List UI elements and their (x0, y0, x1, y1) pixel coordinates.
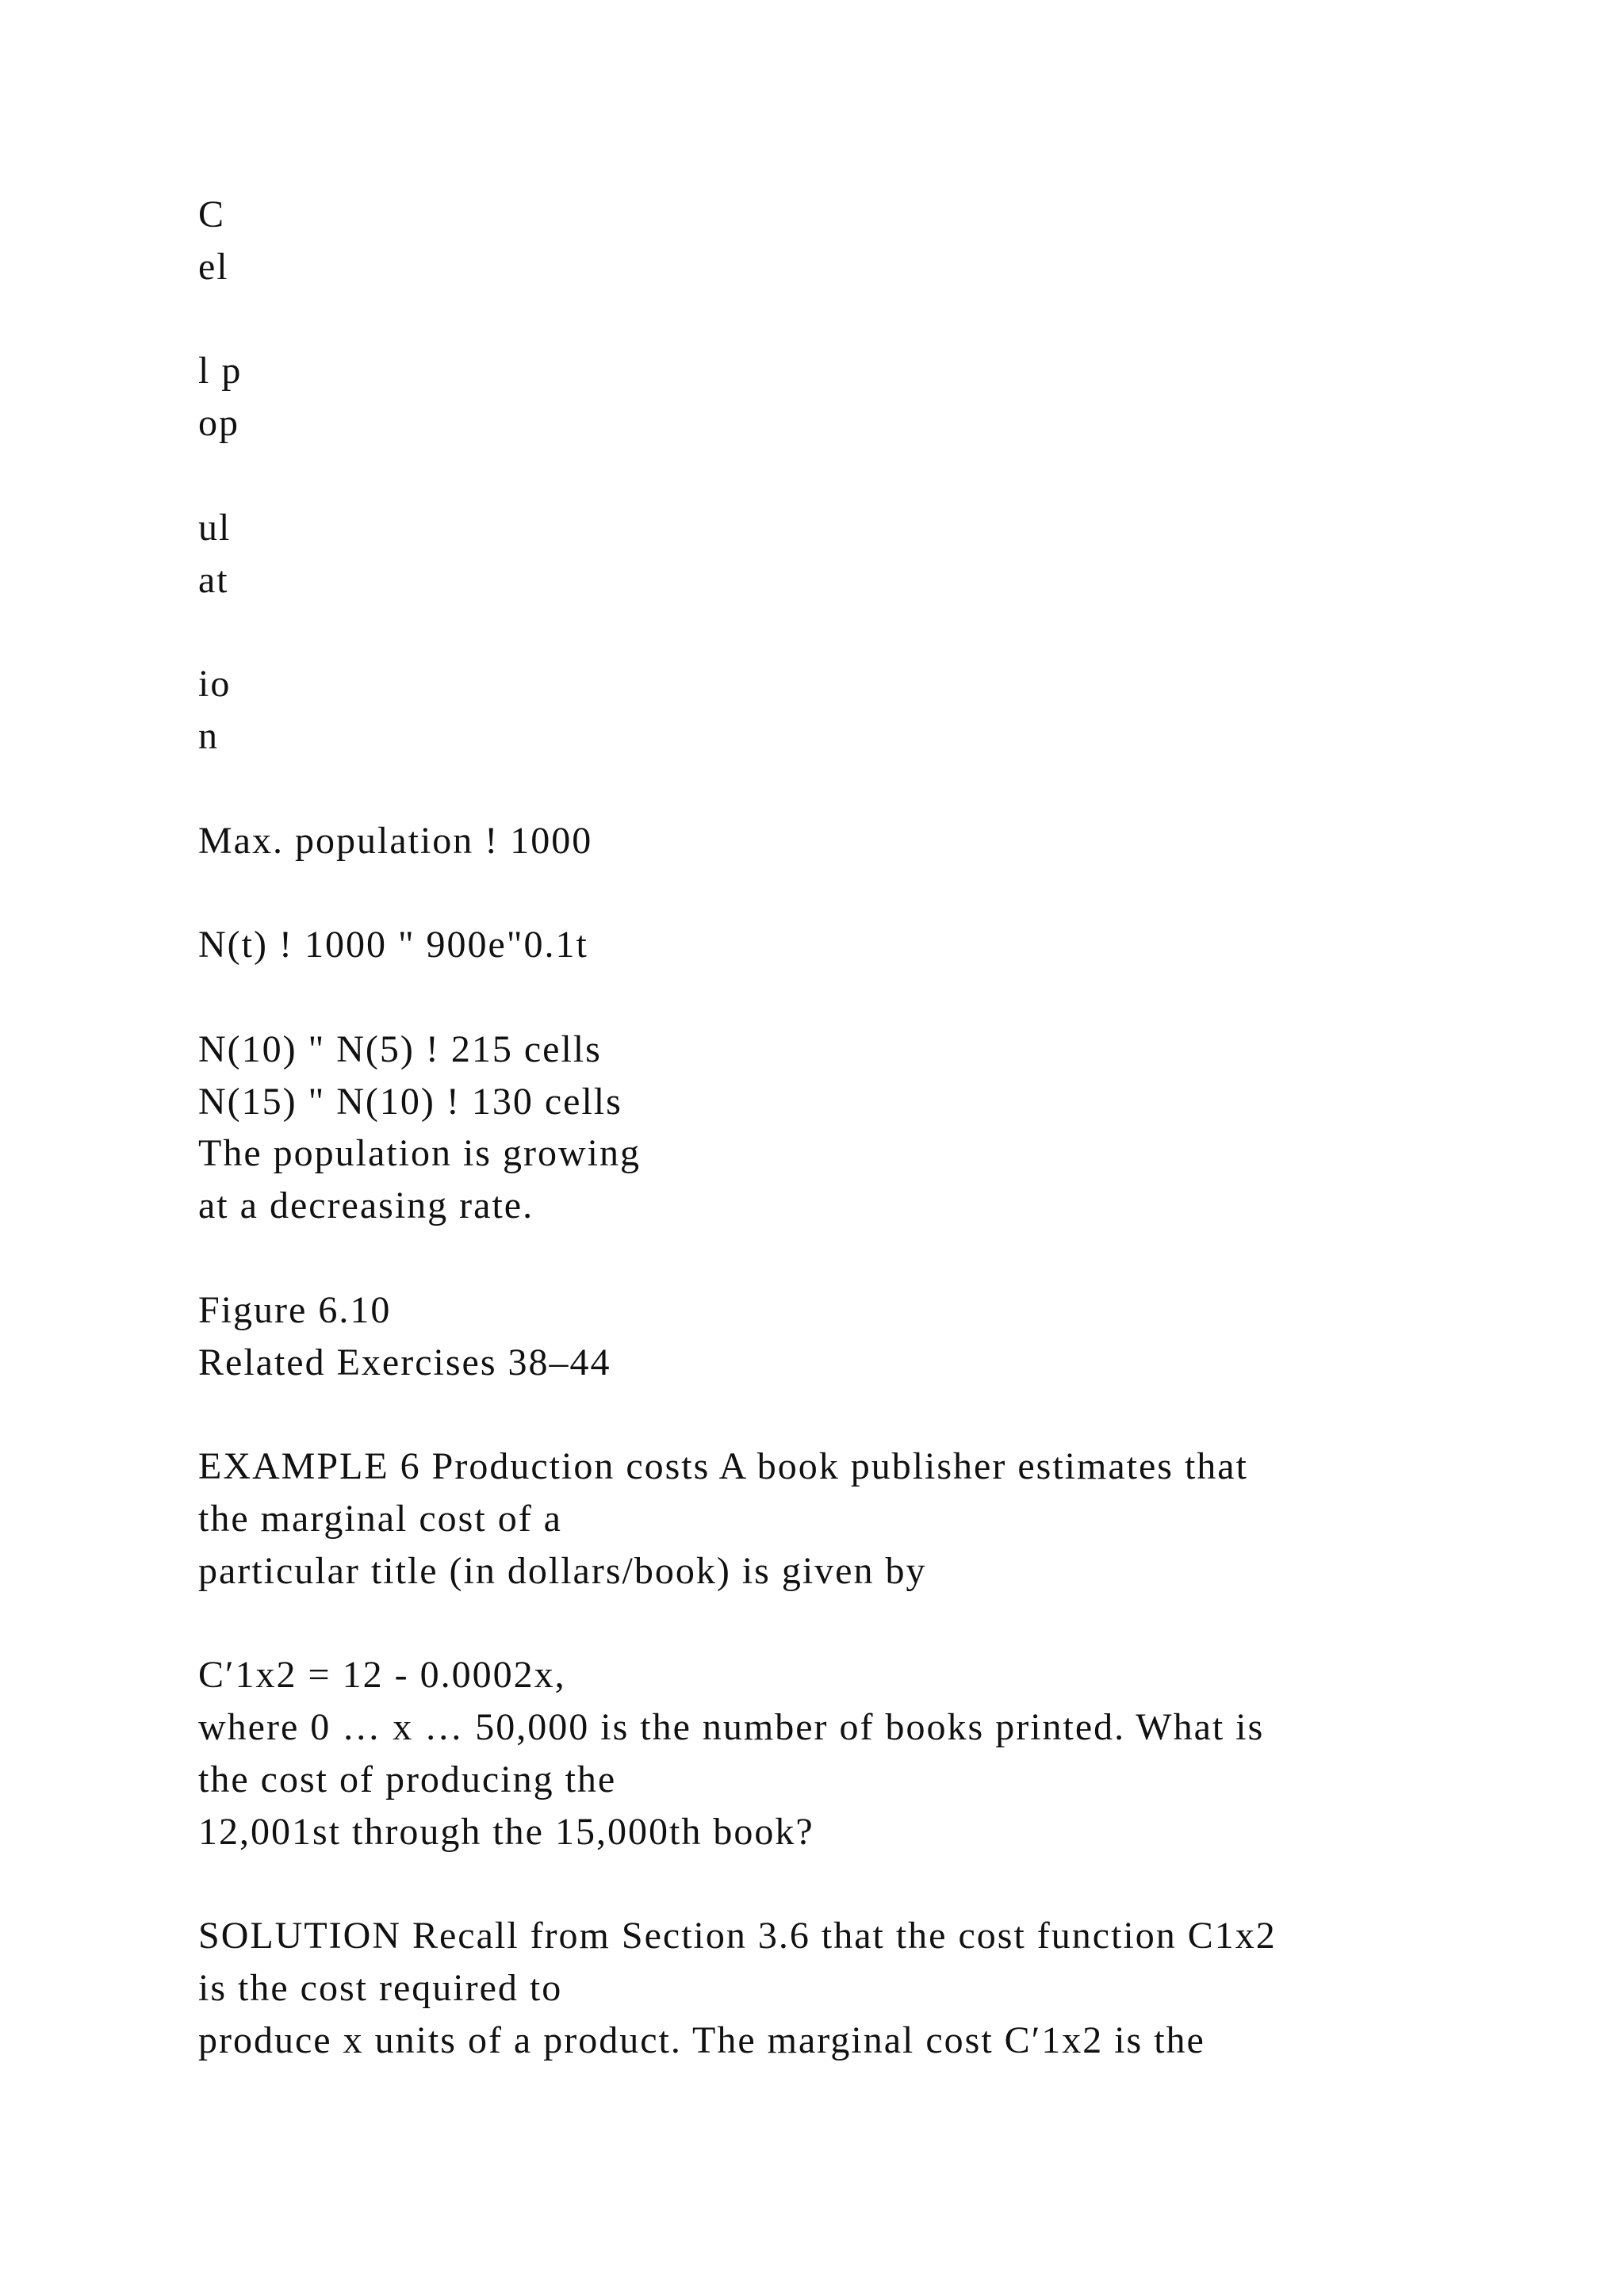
text-line: particular title (in dollars/book) is given by (198, 1549, 927, 1592)
text-line (198, 450, 1467, 502)
text-line: el (198, 245, 229, 288)
text-line (198, 293, 1467, 346)
max-population-label: Max. population ! 1000 (198, 819, 593, 862)
text-line: the cost of producing the (198, 1758, 617, 1800)
text-line: is the cost required to (198, 1967, 563, 2010)
marginal-cost-formula: C′1x2 = 12 - 0.0002x, (198, 1654, 566, 1697)
population-difference-2: N(15) " N(10) ! 130 cells (198, 1080, 622, 1123)
text-line: The population is growing (198, 1132, 641, 1175)
text-line: at (198, 558, 229, 601)
text-line (198, 1388, 1467, 1441)
text-line: the marginal cost of a (198, 1497, 562, 1540)
text-line (198, 867, 1467, 919)
text-line: n (198, 714, 219, 757)
related-exercises: Related Exercises 38–44 (198, 1341, 611, 1383)
text-line: C (198, 193, 226, 235)
text-line (198, 1598, 1467, 1650)
text-line (198, 763, 1467, 815)
text-line: io (198, 663, 232, 706)
text-line: 12,001st through the 15,000th book? (198, 1810, 814, 1853)
text-line: at a decreasing rate. (198, 1184, 534, 1227)
population-formula: N(t) ! 1000 " 900e"0.1t (198, 924, 588, 966)
text-line: produce x units of a product. The marginal cost C′1x2 is the (198, 2019, 1205, 2061)
text-line: l p (198, 350, 243, 392)
text-line: ul (198, 506, 232, 549)
text-line (198, 1232, 1467, 1284)
text-line (198, 1858, 1467, 1911)
text-line: op (198, 402, 239, 445)
document-text (198, 189, 1467, 2067)
text-line (198, 606, 1467, 658)
population-difference-1: N(10) " N(5) ! 215 cells (198, 1027, 602, 1070)
solution-heading: SOLUTION Recall from Section 3.6 that the cost function C1x2 (198, 1915, 1277, 1957)
example-heading: EXAMPLE 6 Production costs A book publisher estimates that (198, 1445, 1248, 1488)
text-line (198, 971, 1467, 1024)
figure-caption: Figure 6.10 (198, 1288, 392, 1331)
text-line: where 0 … x … 50,000 is the number of books printed. What is (198, 1706, 1265, 1749)
